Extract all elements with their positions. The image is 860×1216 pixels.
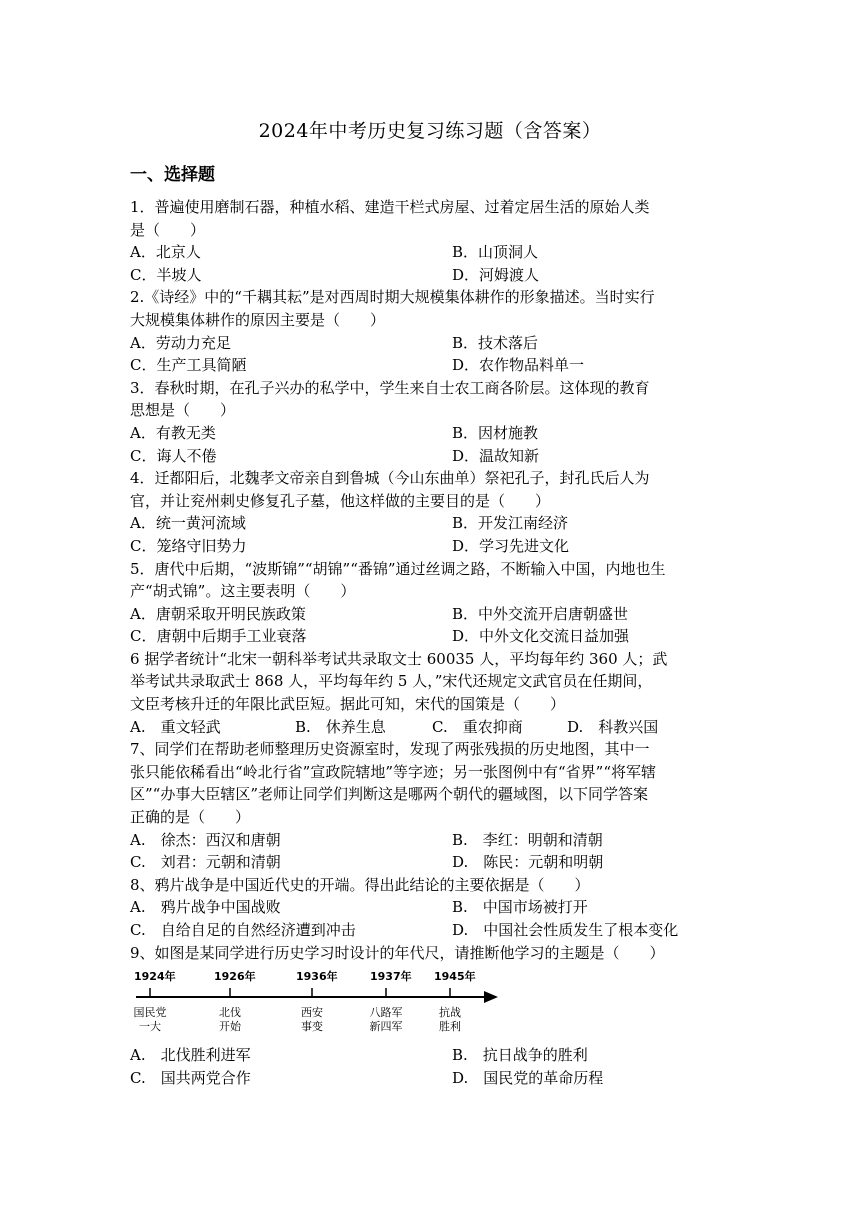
question-1-option-a: A．北京人: [130, 243, 201, 262]
timeline-event-3: [292, 1006, 332, 1034]
question-6-option-b: B. 休养生息: [295, 717, 386, 736]
question-6-option-a: A. 重文轻武: [130, 717, 221, 736]
question-4-stem-line-1: 4．迁都阳后，北魏孝文帝亲自到鲁城（今山东曲单）祭祀孔子，封孔氏后人为: [130, 469, 650, 488]
timeline-event-4-line-1: 八路军: [369, 1006, 403, 1020]
question-7-stem-line-3: 区”“办事大臣辖区”老师让同学们判断这是哪两个朝代的疆域图，以下同学答案: [130, 785, 649, 804]
timeline-event-5: [430, 1006, 470, 1034]
question-8-option-b: B. 中国市场被打开: [452, 898, 588, 917]
question-5-option-d: D．中外文化交流日益加强: [452, 627, 630, 646]
question-2-stem-line-2: 大规模集体耕作的原因主要是（ ）: [130, 310, 386, 329]
question-5-option-b: B．中外交流开启唐朝盛世: [452, 604, 629, 623]
timeline-event-4: [366, 1006, 406, 1034]
question-2-option-a: A．劳动力充足: [130, 333, 231, 352]
question-7-option-a: A. 徐杰：西汉和唐朝: [130, 830, 281, 849]
question-1: [130, 196, 730, 286]
timeline-arrowhead: [484, 991, 498, 1003]
question-6-option-d: D. 科教兴国: [567, 717, 659, 736]
timeline-event-1-line-1: 国民党: [133, 1006, 167, 1020]
question-3-option-a: A．有教无类: [130, 423, 216, 442]
question-9-option-c: C. 国共两党合作: [130, 1068, 251, 1087]
question-9-option-d: D. 国民党的革命历程: [452, 1068, 604, 1087]
section-heading: 一、选择题: [130, 165, 215, 185]
question-5-stem-line-1: 5．唐代中后期，“波斯锦”“胡锦”“番锦”通过丝调之路，不断输入中国，内地也生: [130, 559, 666, 578]
timeline-event-1: [130, 1006, 170, 1034]
timeline-year-1936: 1936年: [296, 970, 338, 984]
timeline-event-4-line-2: 新四军: [369, 1020, 403, 1034]
question-2-option-d: D．农作物品料单一: [452, 356, 585, 375]
timeline-event-5-line-2: 胜利: [439, 1020, 461, 1034]
timeline-event-5-line-1: 抗战: [439, 1006, 461, 1020]
question-4-option-b: B．开发江南经济: [452, 514, 569, 533]
timeline-year-1926: 1926年: [214, 970, 256, 984]
question-3-stem-line-1: 3．春秋时期，在孔子兴办的私学中，学生来自士农工商各阶层。这体现的教育: [130, 378, 650, 397]
question-4-option-c: C．笼络守旧势力: [130, 536, 247, 555]
question-9-option-a: A. 北伐胜利进军: [130, 1046, 251, 1065]
timeline-figure: [130, 964, 730, 1044]
question-5-option-c: C．唐朝中后期手工业衰落: [130, 627, 307, 646]
question-2: [130, 286, 730, 376]
page-title: 2024年中考历史复习练习题（含答案）: [258, 120, 602, 142]
question-1-option-c: C．半坡人: [130, 265, 202, 284]
timeline-event-3-line-2: 事变: [301, 1020, 323, 1034]
question-6-stem-line-1: 6 据学者统计“北宋一朝科举考试共录取文士 60035 人，平均每年约 360 人；武: [130, 649, 668, 668]
question-7-stem-line-2: 张只能依稀看出“岭北行省”宣政院辖地”等字迹；另一张图例中有“省界”“将军辖: [130, 762, 657, 781]
question-9: [130, 942, 730, 1090]
question-6-stem-line-2: 举考试共录取武士 868 人，平均每年约 5 人，”宋代还规定文武官员在任期间，: [130, 672, 653, 691]
question-8-option-d: D. 中国社会性质发生了根本变化: [452, 921, 679, 939]
question-8: [130, 874, 730, 942]
question-4: [130, 467, 730, 557]
question-7-stem-line-4: 正确的是（ ）: [130, 808, 251, 827]
timeline-year-1937: 1937年: [370, 970, 412, 984]
question-1-stem-line-1: 1．普遍使用磨制石器，种植水稻、建造干栏式房屋、过着定居生活的原始人类: [130, 198, 650, 216]
question-7-stem-line-1: 7、同学们在帮助老师整理历史资源室时，发现了两张残损的历史地图，其中一: [130, 740, 650, 759]
question-9-stem-line-1: 9、如图是某同学进行历史学习时设计的年代尺，请推断他学习的主题是（ ）: [130, 943, 665, 962]
question-4-stem-line-2: 官，并让兖州刺史修复孔子墓，他这样做的主要目的是（ ）: [130, 491, 551, 510]
question-9-option-b: B. 抗日战争的胜利: [452, 1046, 588, 1065]
question-3: [130, 377, 730, 467]
timeline-event-3-line-1: 西安: [301, 1006, 323, 1020]
question-8-stem-line-1: 8、鸦片战争是中国近代史的开端。得出此结论的主要依据是（ ）: [130, 875, 590, 894]
question-5: [130, 558, 730, 648]
question-6: [130, 648, 730, 738]
timeline-event-2: [210, 1006, 250, 1034]
timeline-year-1924: 1924年: [134, 970, 176, 984]
timeline-event-2-line-2: 开始: [219, 1020, 241, 1034]
question-7-option-b: B. 李红：明朝和清朝: [452, 830, 603, 849]
question-5-stem-line-2: 产“胡式锦”。这主要表明（ ）: [130, 582, 356, 601]
question-3-stem-line-2: 思想是（ ）: [130, 401, 236, 420]
question-1-stem-line-2: 是（ ）: [130, 220, 206, 239]
question-6-option-c: C. 重农抑商: [432, 717, 523, 736]
question-2-stem-line-1: 2.《诗经》中的“千耦其耘”是对西周时期大规模集体耕作的形象描述。当时实行: [130, 288, 655, 307]
question-2-option-b: B．技术落后: [452, 333, 539, 352]
question-3-option-c: C．诲人不倦: [130, 446, 217, 465]
question-2-option-c: C．生产工具简陋: [130, 356, 247, 375]
question-3-option-b: B．因材施教: [452, 423, 539, 442]
timeline-year-1945: 1945年: [434, 970, 476, 984]
question-8-option-a: A. 鸦片战争中国战败: [130, 898, 281, 917]
question-8-option-c: C. 自给自足的自然经济遭到冲击: [130, 921, 356, 939]
question-7: [130, 738, 730, 874]
question-7-option-c: C. 刘君：元朝和清朝: [130, 853, 281, 872]
question-4-option-d: D．学习先进文化: [452, 536, 570, 555]
question-1-option-b: B．山顶洞人: [452, 243, 539, 262]
question-7-option-d: D. 陈民：元朝和明朝: [452, 853, 604, 872]
question-list: [130, 196, 730, 1089]
question-3-option-d: D．温故知新: [452, 446, 540, 465]
timeline-event-1-line-2: 一大: [139, 1020, 161, 1034]
question-6-stem-line-3: 文臣考核升迁的年限比武臣短。据此可知，宋代的国策是（ ）: [130, 695, 566, 714]
question-4-option-a: A．统一黄河流域: [130, 514, 246, 533]
question-5-option-a: A．唐朝采取开明民族政策: [130, 604, 306, 623]
question-1-option-d: D．河姆渡人: [452, 265, 540, 284]
timeline-event-2-line-1: 北伐: [219, 1006, 241, 1020]
